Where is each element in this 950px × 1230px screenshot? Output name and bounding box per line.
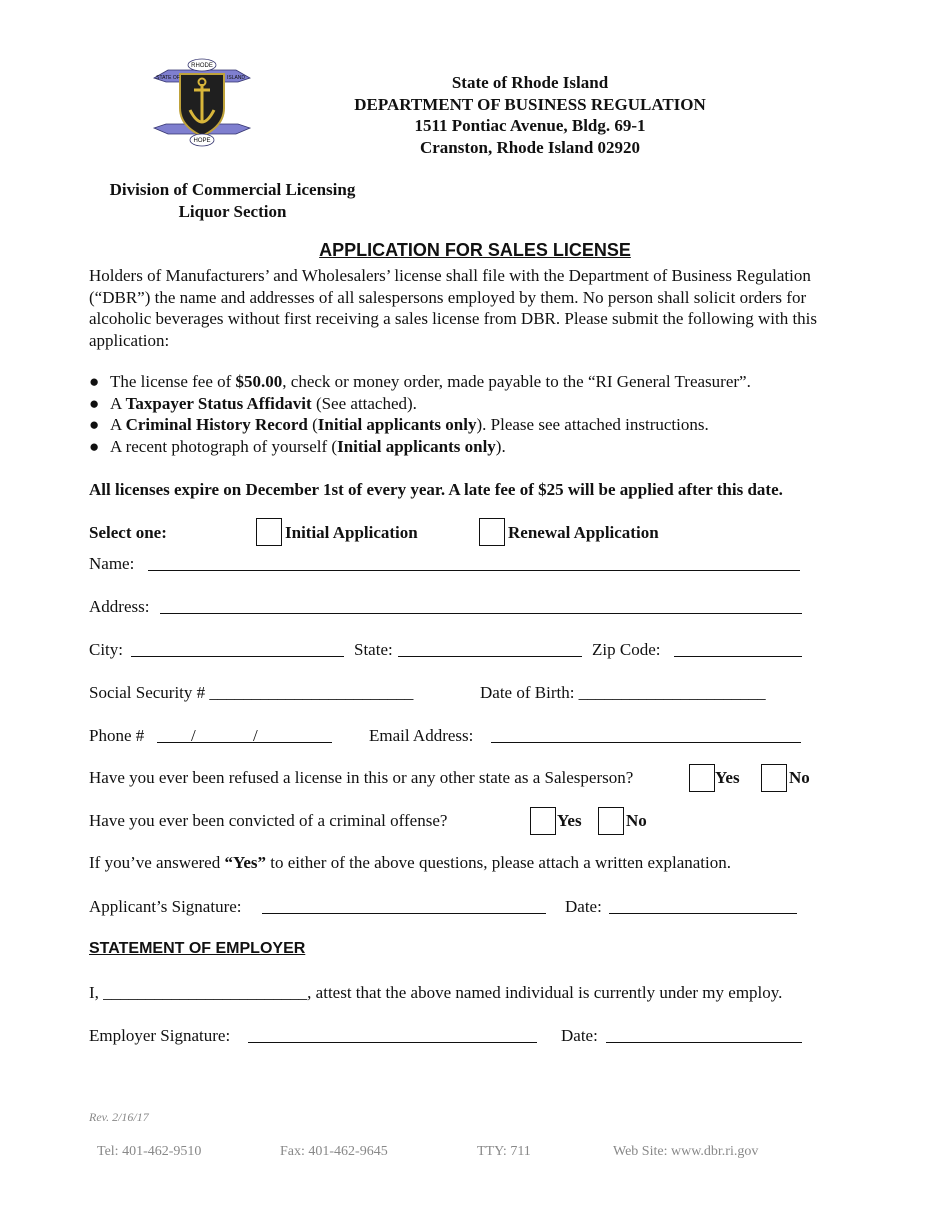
employer-date-field[interactable] — [606, 1042, 802, 1043]
intro-paragraph: Holders of Manufacturers’ and Wholesalers’ license shall file with the Department of Business Regulation (“DBR”) the name and addresses of all salespersons employed by them. No person shall solicit orders for alcoholic beverages without first receiving a sales license from DBR. Please submit the following with this application: — [89, 266, 818, 350]
applicant-date-field[interactable] — [609, 913, 797, 914]
requirements-list — [89, 371, 751, 457]
list-item: ● The license fee of $50.00, check or money order, made payable to the “RI General Treasurer”. — [89, 372, 751, 391]
footer-website: Web Site: www.dbr.ri.gov — [613, 1144, 759, 1159]
department-name: DEPARTMENT OF BUSINESS REGULATION — [354, 94, 706, 114]
seal-bottom-text: HOPE — [193, 138, 211, 144]
section-name: Liquor Section — [178, 201, 287, 221]
select-one-label: Select one: — [89, 523, 167, 542]
renewal-application-checkbox[interactable] — [479, 518, 505, 546]
q2-no-checkbox[interactable] — [598, 807, 624, 835]
refused-license-question: Have you ever been refused a license in this or any other state as a Salesperson? — [89, 768, 634, 787]
phone-separator: / — [253, 726, 258, 745]
address-label: Address: — [89, 597, 150, 616]
employer-signature-field[interactable] — [248, 1042, 537, 1043]
q1-yes-label: Yes — [715, 768, 740, 787]
division-block — [90, 179, 375, 222]
applicant-date-label: Date: — [565, 897, 602, 916]
phone-field[interactable] — [157, 742, 332, 743]
zip-label: Zip Code: — [592, 640, 661, 659]
employer-signature-label: Employer Signature: — [89, 1026, 231, 1045]
city-field[interactable] — [131, 656, 344, 657]
city-label: City: — [89, 640, 124, 659]
employer-date-label: Date: — [561, 1026, 598, 1045]
initial-application-label: Initial Application — [285, 523, 418, 542]
agency-header — [300, 72, 760, 158]
name-label: Name: — [89, 554, 135, 573]
state-name: State of Rhode Island — [451, 73, 609, 92]
list-item: ● A recent photograph of yourself (Initial applicants only). — [89, 436, 506, 456]
renewal-application-label: Renewal Application — [508, 523, 659, 542]
q1-no-label: No — [789, 768, 810, 787]
employer-section-heading: STATEMENT OF EMPLOYER — [89, 940, 306, 957]
expiry-notice: All licenses expire on December 1st of every year. A late fee of $25 will be applied after this date. — [89, 480, 783, 499]
phone-label: Phone # — [89, 726, 145, 745]
revision-date: Rev. 2/16/17 — [89, 1110, 149, 1124]
q1-yes-checkbox[interactable] — [689, 764, 715, 792]
ssn-field[interactable]: Social Security # ________________________ — [89, 683, 414, 702]
q2-yes-checkbox[interactable] — [530, 807, 556, 835]
phone-separator: / — [191, 726, 196, 745]
applicant-signature-label: Applicant’s Signature: — [89, 897, 242, 916]
email-label: Email Address: — [369, 726, 474, 745]
form-title: APPLICATION FOR SALES LICENSE — [319, 240, 631, 260]
state-field[interactable] — [398, 656, 582, 657]
criminal-offense-question: Have you ever been convicted of a criminal offense? — [89, 811, 448, 830]
list-item: ● A Criminal History Record (Initial applicants only). Please see attached instructions. — [89, 415, 709, 434]
footer-phone: Tel: 401-462-9510 — [97, 1144, 202, 1159]
q1-no-checkbox[interactable] — [761, 764, 787, 792]
employer-attestation[interactable]: I, ________________________, attest that the above named individual is currently under my employ. — [89, 983, 783, 1002]
explanation-note: If you’ve answered “Yes” to either of the above questions, please attach a written explanation. — [89, 853, 732, 872]
q2-yes-label: Yes — [557, 811, 582, 830]
state-label: State: — [354, 640, 393, 659]
seal-right-text: ISLAND — [226, 75, 246, 81]
name-field[interactable] — [148, 570, 800, 571]
rhode-island-seal — [150, 56, 254, 148]
dob-field[interactable]: Date of Birth: ______________________ — [480, 683, 766, 702]
initial-application-checkbox[interactable] — [256, 518, 282, 546]
list-item: ● A Taxpayer Status Affidavit (See attached). — [89, 393, 417, 413]
city-address: Cranston, Rhode Island 02920 — [419, 137, 641, 157]
address-field[interactable] — [160, 613, 802, 614]
applicant-signature-field[interactable] — [262, 913, 546, 914]
seal-left-text: STATE OF — [156, 75, 180, 81]
seal-top-text: RHODE — [191, 63, 213, 69]
footer-fax: Fax: 401-462-9645 — [280, 1144, 388, 1159]
footer-tty: TTY: 711 — [477, 1144, 531, 1159]
division-name: Division of Commercial Licensing — [109, 180, 356, 199]
q2-no-label: No — [626, 811, 647, 830]
zip-field[interactable] — [674, 656, 802, 657]
street-address: 1511 Pontiac Avenue, Bldg. 69-1 — [414, 116, 646, 135]
email-field[interactable] — [491, 742, 801, 743]
